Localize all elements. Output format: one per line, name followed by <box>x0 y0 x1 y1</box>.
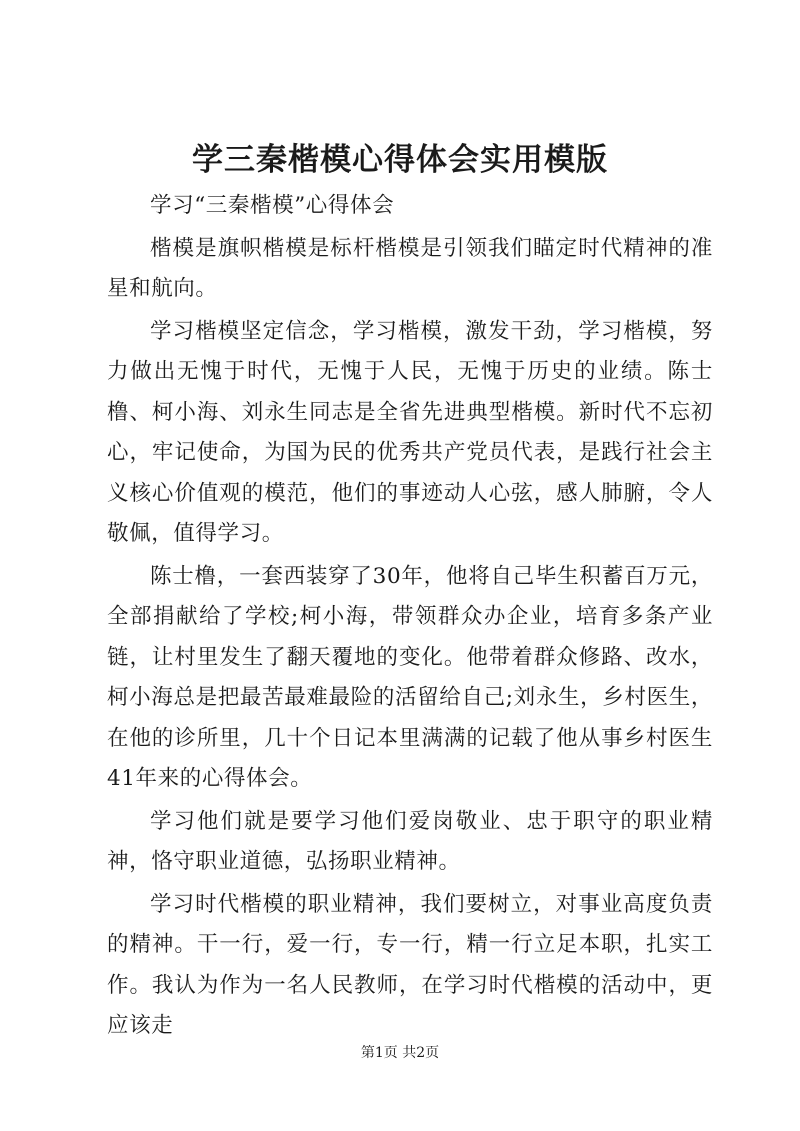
page-footer: 第1页 共2页 <box>360 1045 440 1061</box>
body-paragraph: 学习楷模坚定信念，学习楷模，激发干劲，学习楷模，努力做出无愧于时代，无愧于人民，无愧于历史的业绩。陈士橹、柯小海、刘永生同志是全省先进典型楷模。新时代不忘初心，牢记使命，为国为民的优秀共产党员代表，是践行社会主义核心价值观的模范，他们的事迹动人心弦，感人肺腑，令人敬佩，值得学习。 <box>107 318 713 546</box>
subtitle-paragraph: 学习“三秦楷模”心得体会 <box>150 193 395 218</box>
body-paragraph: 学习时代楷模的职业精神，我们要树立，对事业高度负责的精神。干一行，爱一行，专一行，精一行立足本职，扎实工作。我认为作为一名人民教师，在学习时代楷模的活动中，更应该走 <box>107 891 713 1038</box>
document-body <box>107 186 713 1049</box>
body-paragraph: 学习他们就是要学习他们爱岗敬业、忠于职守的职业精神，恪守职业道德，弘扬职业精神。 <box>107 808 713 874</box>
body-paragraph: 陈士橹，一套西装穿了30年，他将自己毕生积蓄百万元，全部捐献给了学校;柯小海，带领群众办企业，培育多条产业链，让村里发生了翻天覆地的变化。他带着群众修路、改水，柯小海总是把最苦最难最险的活留给自己;刘永生，乡村医生，在他的诊所里，几十个日记本里满满的记载了他从事乡村医生41年来的心得体会。 <box>107 563 713 791</box>
document-title: 学三秦楷模心得体会实用模版 <box>192 142 608 178</box>
body-paragraph: 楷模是旗帜楷模是标杆楷模是引领我们瞄定时代精神的准星和航向。 <box>107 235 713 301</box>
